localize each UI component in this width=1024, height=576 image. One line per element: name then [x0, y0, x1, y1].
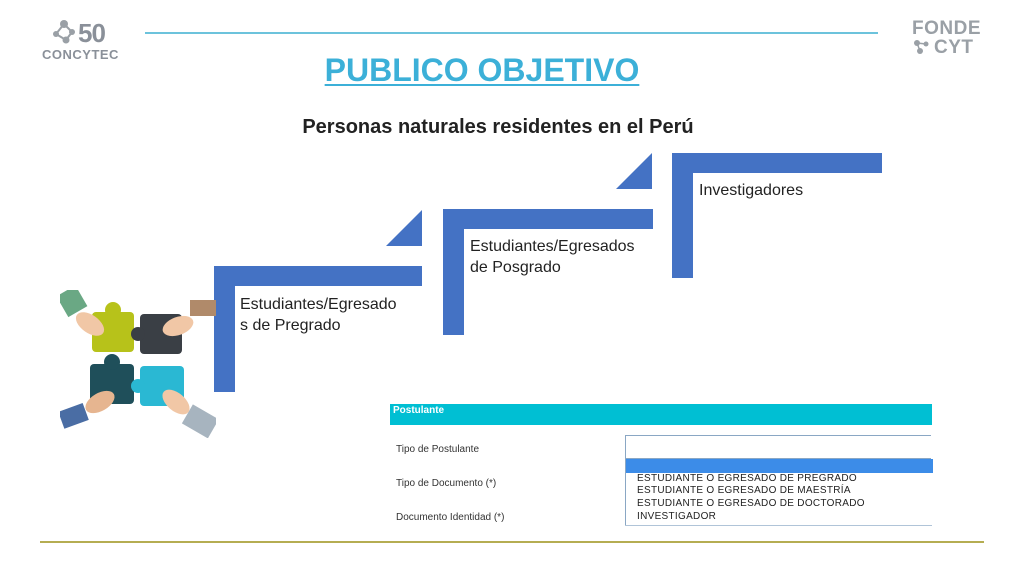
field-label-tipo-documento: Tipo de Documento (*) [396, 478, 497, 489]
step-label-line: de Posgrado [470, 259, 561, 276]
step-label-line: Estudiantes/Egresados [470, 238, 635, 255]
logo-concytec-text: CONCYTEC [42, 47, 119, 62]
logo-fondecyt-line2: CYT [934, 37, 974, 58]
bottom-divider [40, 541, 984, 543]
step-label-investigadores [699, 180, 803, 201]
postulante-form [390, 404, 932, 526]
step-shape-investigadores [616, 153, 882, 278]
step-label-posgrado [470, 236, 635, 278]
option-maestria[interactable]: ESTUDIANTE O EGRESADO DE MAESTRÍA [637, 485, 851, 496]
puzzle-hands-icon [60, 290, 216, 438]
form-header [390, 404, 932, 425]
field-label-documento-identidad: Documento Identidad (*) [396, 512, 505, 523]
option-doctorado[interactable]: ESTUDIANTE O EGRESADO DE DOCTORADO [637, 498, 865, 509]
logo-fondecyt-line1: FONDE [912, 18, 981, 39]
step-label-line: Estudiantes/Egresado [240, 296, 397, 313]
form-header-label: Postulante [393, 405, 445, 416]
option-highlight[interactable] [626, 459, 933, 473]
tipo-postulante-select[interactable] [625, 435, 931, 459]
dropdown-bottom-border [625, 525, 932, 526]
step-label-line: Investigadores [699, 182, 804, 199]
step-label-pregrado [240, 294, 397, 336]
option-pregrado[interactable]: ESTUDIANTE O EGRESADO DE PREGRADO [637, 473, 857, 484]
field-label-tipo-postulante: Tipo de Postulante [396, 444, 480, 455]
page-subtitle: Personas naturales residentes en el Perú [302, 116, 694, 138]
step-label-line: s de Pregrado [240, 317, 341, 334]
logo-50-years: 50 [78, 18, 105, 48]
option-investigador[interactable]: INVESTIGADOR [637, 511, 717, 522]
tipo-postulante-options [625, 459, 933, 525]
page-title: PUBLICO OBJETIVO [324, 52, 640, 88]
